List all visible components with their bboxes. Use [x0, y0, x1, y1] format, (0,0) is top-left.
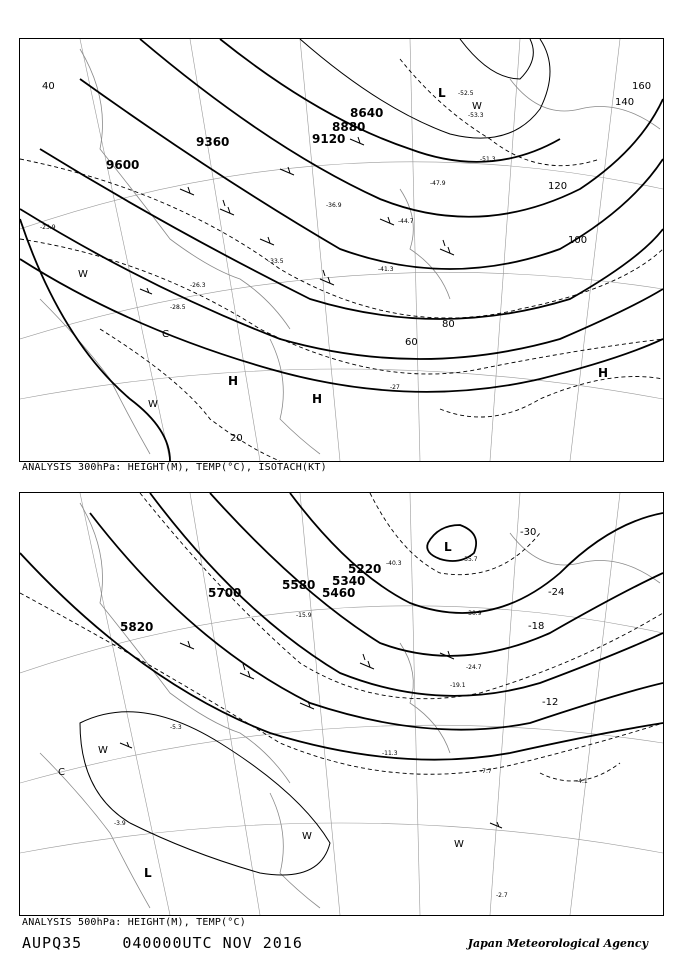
temp-value: -15.9: [296, 612, 312, 619]
height-label-5340: 5340: [332, 574, 366, 588]
height-label-5820: 5820: [120, 620, 154, 634]
isotach-label-20: 20: [230, 433, 243, 444]
height-label-9600: 9600: [106, 158, 140, 172]
temp-value: -24.7: [466, 664, 482, 671]
agency-name: Japan Meteorological Agency: [467, 937, 648, 950]
temp-value: -40.3: [386, 560, 402, 567]
high-center-3: H: [598, 366, 609, 380]
warm-marker-1: W: [98, 745, 108, 756]
temp-value: -26.3: [190, 282, 206, 289]
high-center-1: H: [228, 374, 239, 388]
chart-300hpa: [19, 38, 664, 462]
cold-marker: C: [162, 329, 169, 340]
height-contours: [20, 39, 663, 461]
warm-marker-3: W: [454, 839, 464, 850]
product-header: [22, 934, 303, 952]
height-label-5700: 5700: [208, 586, 242, 600]
product-timestamp: 040000UTC NOV 2016: [122, 934, 303, 952]
temp-value: -3.9: [114, 820, 126, 827]
product-id: AUPQ35: [22, 934, 83, 952]
low-center: L: [438, 86, 446, 100]
low-center-1: L: [444, 540, 452, 554]
temp-value: -19.1: [450, 682, 466, 689]
warm-marker-1: W: [472, 101, 482, 112]
temp-value: -44.7: [398, 218, 414, 225]
height-label-5580: 5580: [282, 578, 316, 592]
temp-value: -52.5: [458, 90, 474, 97]
isotach-label-40: 40: [42, 81, 55, 92]
temp-value: -23.9: [40, 224, 56, 231]
cold-marker: C: [58, 767, 65, 778]
temp-value: -7.7: [480, 768, 492, 775]
closed-contours: [80, 712, 330, 875]
isotach-label-100: 100: [568, 235, 588, 246]
temp-contour-label--30: -30: [520, 527, 537, 538]
temp-value: -35.7: [462, 556, 478, 563]
isotach-label-120: 120: [548, 181, 568, 192]
chart-300hpa-map: [20, 39, 663, 461]
height-label-8640: 8640: [350, 106, 384, 120]
temp-contour-label--18: -18: [528, 621, 545, 632]
temp-value: -27: [390, 384, 400, 391]
wind-barbs: [140, 137, 454, 294]
graticule: [20, 493, 663, 915]
temp-value: -11.3: [382, 750, 398, 757]
height-label-8880: 8880: [332, 120, 366, 134]
temp-value: -53.3: [468, 112, 484, 119]
chart-500hpa-map: [20, 493, 663, 915]
temp-value: -36.9: [326, 202, 342, 209]
warm-marker-2: W: [302, 831, 312, 842]
isotherms: [20, 493, 663, 781]
temp-value: -30.9: [466, 610, 482, 617]
temp-value: -28.5: [170, 304, 186, 311]
temp-value: -47.9: [430, 180, 446, 187]
chart-500hpa: [19, 492, 664, 916]
height-label-5460: 5460: [322, 586, 356, 600]
height-label-5220: 5220: [348, 562, 382, 576]
isotach-label-160: 160: [632, 81, 652, 92]
warm-marker-3: W: [148, 399, 158, 410]
temp-contour-label--24: -24: [548, 587, 565, 598]
temp-value: -33.5: [268, 258, 284, 265]
low-center-2: L: [144, 866, 152, 880]
caption-300hpa: ANALYSIS 300hPa: HEIGHT(M), TEMP(°C), ISOTACH(KT): [22, 462, 327, 473]
high-center-2: H: [312, 392, 323, 406]
temp-value: -41.3: [378, 266, 394, 273]
temp-value: -2.7: [496, 892, 508, 899]
temp-value: -51.3: [480, 156, 496, 163]
isotach-label-80: 80: [442, 319, 455, 330]
temp-value: -5.3: [170, 724, 182, 731]
temp-contour-label--12: -12: [542, 697, 559, 708]
height-contours: [20, 493, 663, 760]
caption-500hpa: ANALYSIS 500hPa: HEIGHT(M), TEMP(°C): [22, 917, 246, 928]
isotach-label-60: 60: [405, 337, 418, 348]
warm-marker-2: W: [78, 269, 88, 280]
isotach-label-140: 140: [615, 97, 635, 108]
temp-value: -4.1: [576, 778, 588, 785]
height-label-9120: 9120: [312, 132, 346, 146]
height-label-9360: 9360: [196, 135, 230, 149]
